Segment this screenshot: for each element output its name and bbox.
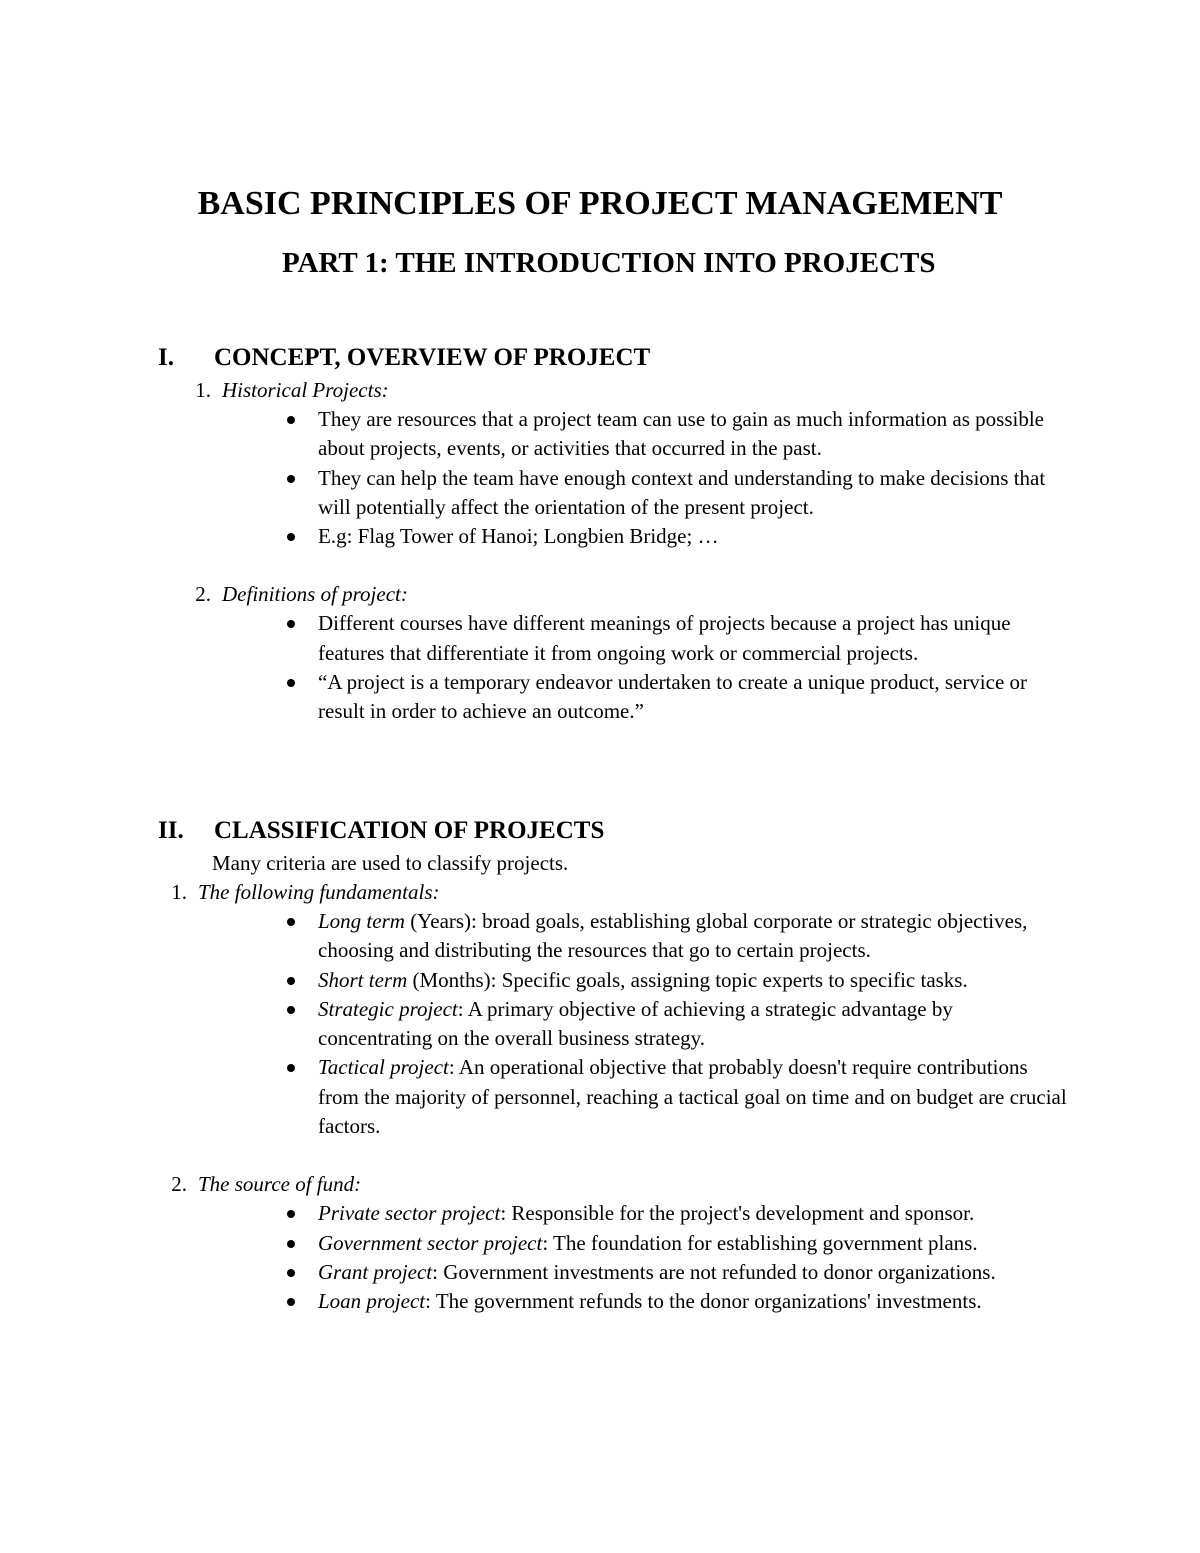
subsection-heading	[163, 878, 1200, 907]
bullet-term: Grant project	[318, 1259, 433, 1284]
subsection-number: 1.	[195, 378, 211, 402]
bullet-text: : A primary objective of achieving a strategic advantage by concentrating on the overall business strategy.	[318, 996, 953, 1051]
subsection-label: Definitions of project:	[222, 582, 408, 607]
bullet-text: “A project is a temporary endeavor undertaken to create a unique product, service or result in order to achieve an outcome.”	[318, 670, 1028, 724]
section-classification	[0, 813, 1200, 1317]
bullet-text: E.g: Flag Tower of Hanoi; Longbien Bridge; …	[318, 524, 719, 549]
list-item	[287, 1053, 1067, 1141]
section-title: CLASSIFICATION OF PROJECTS	[214, 817, 605, 844]
list-item	[287, 966, 1067, 995]
section-title: CONCEPT, OVERVIEW OF PROJECT	[214, 344, 651, 371]
subsection-definitions	[187, 580, 1200, 609]
list-item	[287, 907, 1067, 966]
bullet-text: (Months): Specific goals, assigning topic experts to specific tasks.	[407, 967, 968, 992]
bullet-term: Short term	[318, 967, 408, 992]
subsection-heading	[163, 1170, 1200, 1199]
bullet-text: (Years): broad goals, establishing global corporate or strategic objectives, choosing and distributing the resources that go to certain projects.	[318, 909, 1028, 963]
subsection-number: 2.	[195, 582, 211, 607]
bullet-text: Different courses have different meanings of projects because a project has unique features that differentiate it from ongoing work or commercial projects.	[318, 611, 1011, 665]
subsection-fundamentals	[163, 878, 1200, 907]
bullet-term: Loan project	[318, 1289, 426, 1314]
list-item	[287, 609, 1067, 668]
list-item	[287, 1287, 1067, 1316]
bullet-term: Tactical project	[318, 1055, 449, 1080]
list-item	[287, 1199, 1067, 1228]
subsection-label: The following fundamentals:	[198, 880, 440, 904]
subsection-number: 1.	[171, 880, 187, 904]
bullet-text: : Responsible for the project's development and sponsor.	[500, 1201, 975, 1226]
subsection-heading	[187, 376, 1200, 405]
list-item	[287, 1258, 1067, 1287]
bullet-list	[287, 1199, 1067, 1316]
bullet-term: Government sector project	[318, 1230, 543, 1255]
subsection-label: The source of fund:	[198, 1172, 362, 1197]
section-heading	[0, 340, 1200, 380]
bullet-term: Private sector project	[318, 1201, 501, 1226]
list-item	[287, 522, 1067, 551]
bullet-text: : An operational objective that probably doesn't require contributions from the majority of personnel, reaching a tactical goal on time and on budget are crucial factors.	[318, 1055, 1067, 1139]
section-concept	[0, 340, 1200, 727]
bullet-term: Long term	[318, 909, 405, 933]
bullet-list	[287, 609, 1067, 726]
subsection-label: Historical Projects:	[222, 378, 389, 402]
subsection-number: 2.	[171, 1172, 187, 1197]
section-numeral: I.	[158, 344, 174, 371]
bullet-text: : Government investments are not refunded to donor organizations.	[432, 1259, 996, 1284]
subsection-historical-projects	[187, 376, 1200, 405]
list-item	[287, 464, 1067, 523]
bullet-text: They can help the team have enough context and understanding to make decisions that will potentially affect the orientation of the present project.	[318, 465, 1046, 519]
section-numeral: II.	[158, 817, 184, 844]
bullet-list	[287, 405, 1067, 551]
document-subtitle: PART 1: THE INTRODUCTION INTO PROJECTS	[282, 247, 936, 279]
subsection-heading	[187, 580, 1200, 609]
list-item	[287, 995, 1067, 1054]
list-item	[287, 668, 1067, 727]
section-heading	[0, 813, 1200, 853]
bullet-list	[287, 907, 1067, 1141]
document-title: BASIC PRINCIPLES OF PROJECT MANAGEMENT	[197, 185, 1003, 222]
section-intro: Many criteria are used to classify projects.	[212, 851, 569, 875]
bullet-text: : The foundation for establishing government plans.	[542, 1230, 978, 1255]
list-item	[287, 1229, 1067, 1258]
bullet-text: They are resources that a project team can use to gain as much information as possible about projects, events, or activities that occurred in the past.	[318, 407, 1044, 461]
bullet-text: : The government refunds to the donor organizations' investments.	[425, 1289, 982, 1314]
list-item	[287, 405, 1067, 464]
subsection-source-of-fund	[163, 1170, 1200, 1199]
bullet-term: Strategic project	[318, 996, 458, 1021]
